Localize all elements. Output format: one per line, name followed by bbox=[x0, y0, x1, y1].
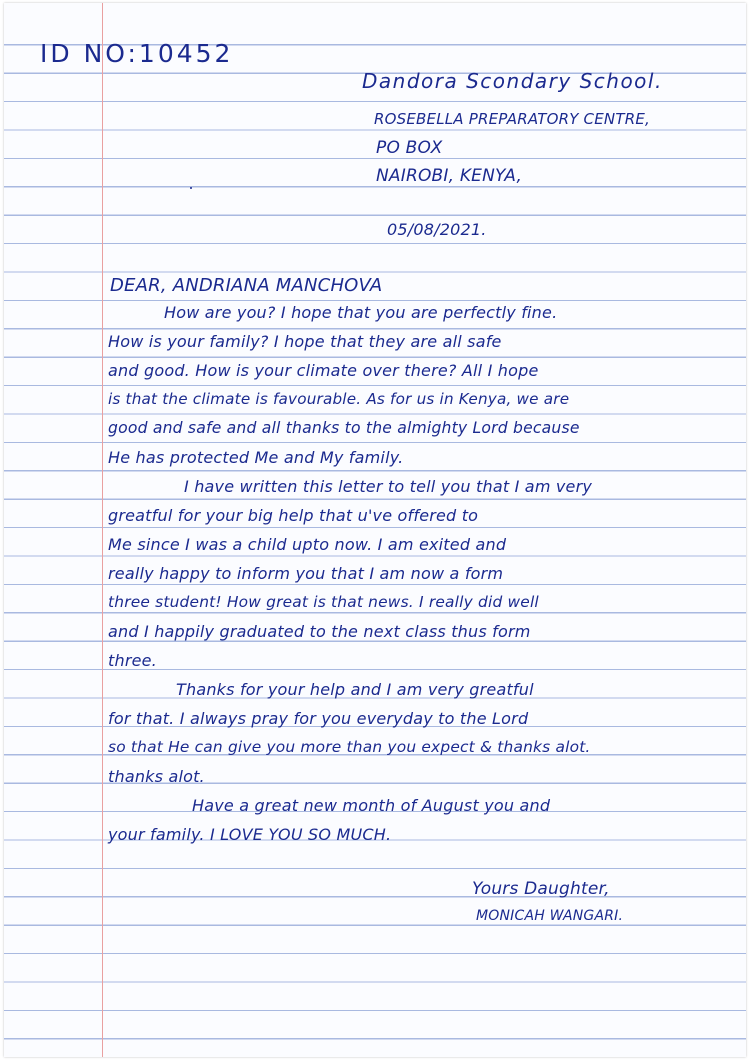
letter-date: 05/08/2021. bbox=[387, 220, 487, 239]
body-line: Thanks for your help and I am very greatful bbox=[176, 680, 534, 699]
body-line: your family. I LOVE YOU SO MUCH. bbox=[108, 825, 392, 844]
body-line: He has protected Me and My family. bbox=[108, 448, 404, 467]
body-line: Have a great new month of August you and bbox=[192, 796, 551, 815]
body-line: so that He can give you more than you expect & thanks alot. bbox=[108, 738, 591, 756]
body-line: for that. I always pray for you everyday to the Lord bbox=[108, 709, 529, 728]
margin-rule bbox=[102, 3, 103, 1057]
paper-top-margin bbox=[4, 3, 746, 17]
body-line: good and safe and all thanks to the almighty Lord because bbox=[108, 419, 580, 437]
body-line: and good. How is your climate over there? All I hope bbox=[108, 361, 539, 380]
body-line: thanks alot. bbox=[108, 767, 205, 786]
body-line: greatful for your big help that u've offered to bbox=[108, 506, 479, 525]
lined-paper-letter bbox=[4, 3, 746, 1057]
body-line: three. bbox=[108, 651, 157, 670]
body-line: three student! How great is that news. I really did well bbox=[108, 593, 539, 611]
salutation: DEAR, ANDRIANA MANCHOVA bbox=[110, 275, 383, 296]
address-pobox: PO BOX bbox=[376, 138, 443, 158]
signature: MONICAH WANGARI. bbox=[476, 908, 624, 924]
body-line: and I happily graduated to the next class thus form bbox=[108, 622, 531, 641]
id-number: ID NO:10452 bbox=[40, 39, 234, 68]
body-line: How is your family? I hope that they are all safe bbox=[108, 332, 502, 351]
closing: Yours Daughter, bbox=[472, 879, 610, 899]
ink-dot bbox=[190, 187, 192, 189]
address-city: NAIROBI, KENYA, bbox=[376, 166, 523, 186]
body-line: How are you? I hope that you are perfectly fine. bbox=[164, 303, 558, 322]
body-line: Me since I was a child upto now. I am exited and bbox=[108, 535, 507, 554]
address-centre: ROSEBELLA PREPARATORY CENTRE, bbox=[374, 110, 650, 128]
body-line: really happy to inform you that I am now a form bbox=[108, 564, 504, 583]
body-line: I have written this letter to tell you that I am very bbox=[184, 477, 593, 496]
address-school: Dandora Scondary School. bbox=[362, 69, 663, 93]
body-line: is that the climate is favourable. As for us in Kenya, we are bbox=[108, 390, 570, 408]
